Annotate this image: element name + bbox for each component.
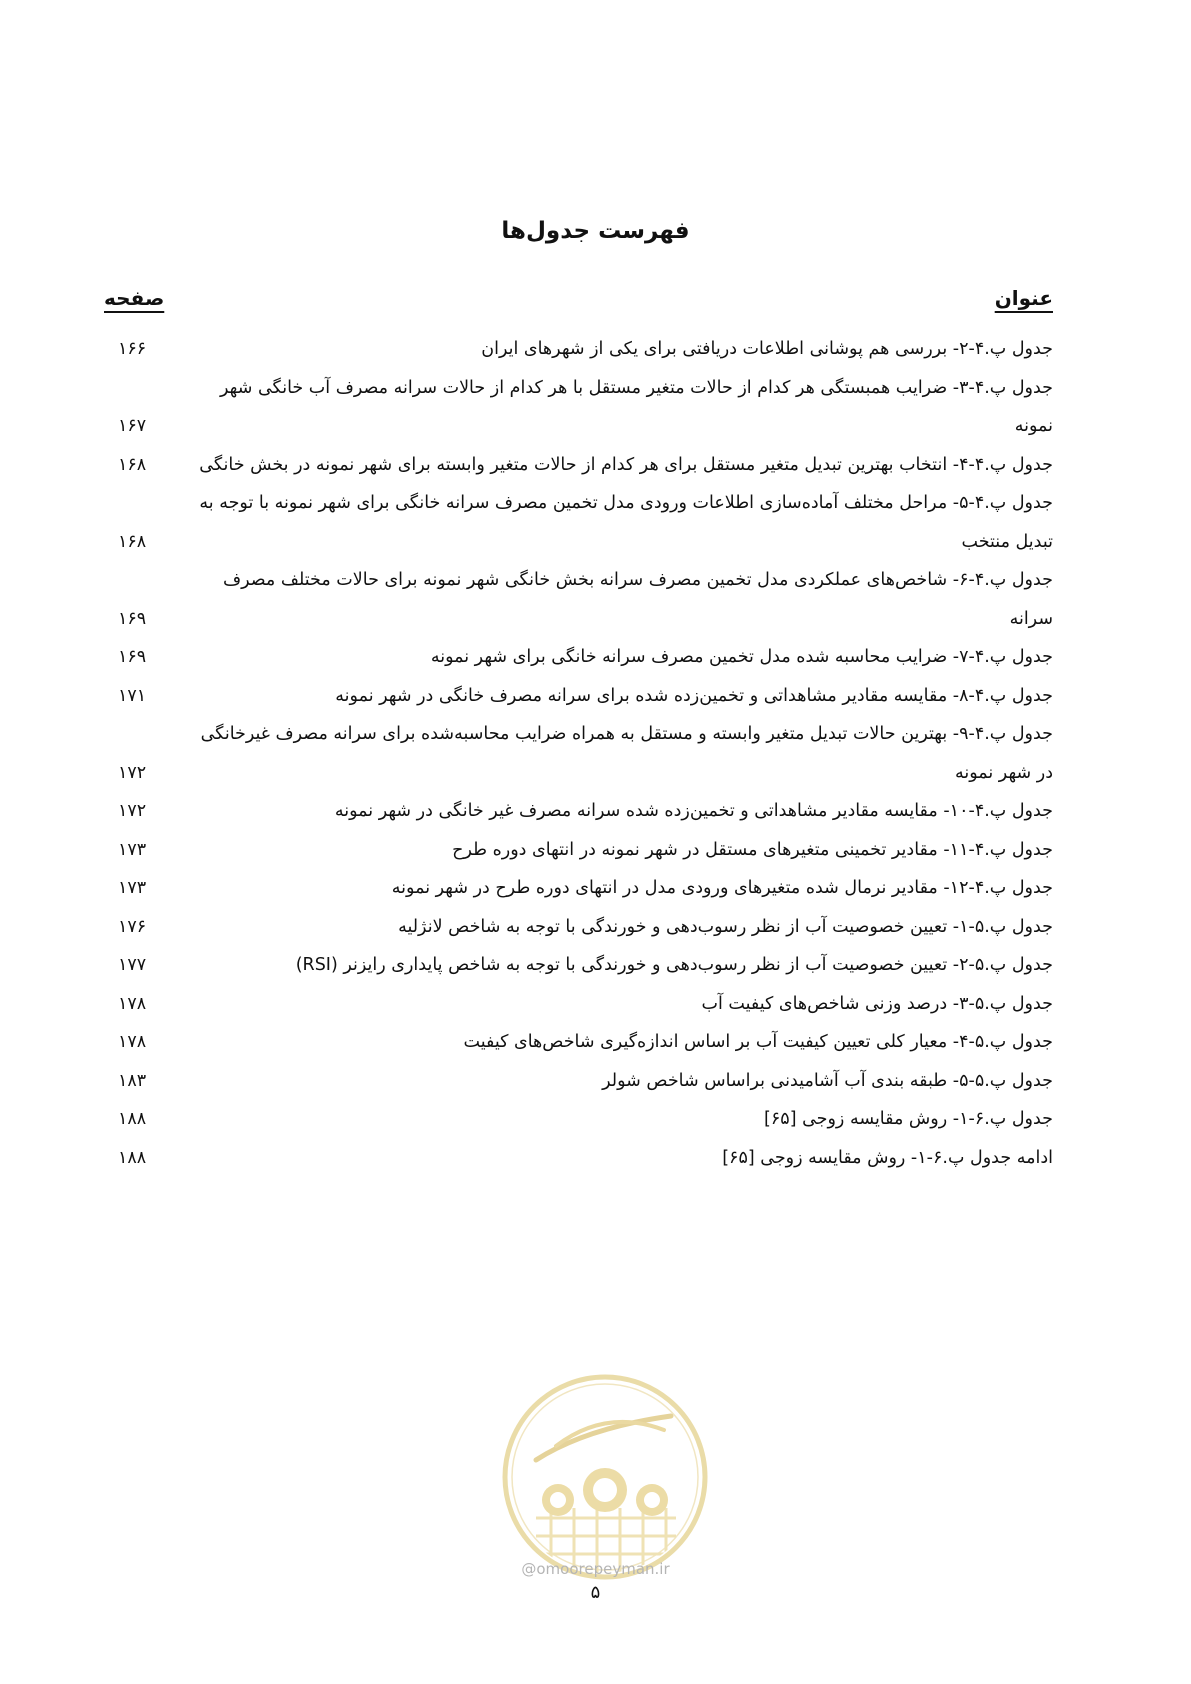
toc-entry-title: جدول پ.۴-۹- بهترین حالات تبدیل متغیر وابسته و مستقل به همراه ضرایب محاسبه‌شده برای سرانه مصرف غیرخانگی در شهر نمونه xyxy=(200,724,1053,783)
toc-entry-title: جدول پ.۵-۳- درصد وزنی شاخص‌های کیفیت آب xyxy=(701,993,1053,1014)
toc-entry-title: جدول پ.۵-۱- تعیین خصوصیت آب از نظر رسوب‌دهی و خورندگی با توجه به شاخص لانژلیه xyxy=(398,916,1053,937)
toc-entry[interactable] xyxy=(104,985,1053,1024)
toc-entry-page-number: ۱۷۲ xyxy=(118,801,147,821)
toc-entry-page-number: ۱۸۸ xyxy=(118,1109,147,1129)
toc-entry-page-number: ۱۷۳ xyxy=(118,839,147,860)
toc-entry-page-number: ۱۶۸ xyxy=(118,454,147,475)
toc-entry[interactable] xyxy=(104,561,1053,638)
page-number: ۵ xyxy=(590,1582,601,1603)
toc-entry-title: جدول پ.۴-۱۱- مقادیر تخمینی متغیرهای مستقل در شهر نمونه در انتهای دوره طرح xyxy=(452,839,1053,860)
toc-entry-title: جدول پ.۴-۱۰- مقایسه مقادیر مشاهداتی و تخمین‌زده شده سرانه مصرف غیر خانگی در شهر نمونه xyxy=(334,801,1053,821)
toc-entry-page-number: ۱۸۸ xyxy=(118,1147,147,1168)
toc-entry-page-number: ۱۷۳ xyxy=(118,878,147,898)
toc-entry[interactable] xyxy=(104,330,1053,369)
toc-entry[interactable] xyxy=(104,831,1053,870)
toc-entry-title: جدول پ.۶-۱- روش مقایسه زوجی [۶۵] xyxy=(764,1109,1053,1129)
toc-entry-page-number: ۱۶۷ xyxy=(118,416,147,436)
watermark-url: @omoorepeyman.ir xyxy=(521,1560,670,1578)
toc-entry-page-number: ۱۷۸ xyxy=(118,993,147,1014)
toc-entry-title: جدول پ.۴-۸- مقایسه مقادیر مشاهداتی و تخمین‌زده شده برای سرانه مصرف خانگی در شهر نمونه xyxy=(335,685,1053,706)
toc-entry[interactable] xyxy=(104,869,1053,908)
toc-entry-title: جدول پ.۵-۲- تعیین خصوصیت آب از نظر رسوب‌دهی و خورندگی با توجه به شاخص پایداری رایزنر (RSI) xyxy=(295,955,1053,975)
toc-entry-title: جدول پ.۴-۵- مراحل مختلف آماده‌سازی اطلاعات ورودی مدل تخمین مصرف سرانه خانگی برای شهر نمونه با توجه به تبدیل منتخب xyxy=(199,493,1053,552)
toc-entry-title: جدول پ.۴-۴- انتخاب بهترین تبدیل متغیر مستقل برای هر کدام از حالات متغیر وابسته برای شهر نمونه در بخش خانگی xyxy=(199,454,1053,475)
toc-entry-title: جدول پ.۴-۱۲- مقادیر نرمال شده متغیرهای ورودی مدل در انتهای دوره طرح در شهر نمونه xyxy=(391,878,1053,898)
toc-entry[interactable] xyxy=(104,1100,1053,1139)
toc-entry[interactable] xyxy=(104,677,1053,716)
toc-entry[interactable] xyxy=(104,484,1053,561)
toc-entry-title: جدول پ.۴-۶- شاخص‌های عملکردی مدل تخمین مصرف سرانه بخش خانگی شهر نمونه برای حالات مختلف مصرف سرانه xyxy=(222,570,1053,629)
toc-entry-title: جدول پ.۴-۳- ضرایب همبستگی هر کدام از حالات متغیر مستقل با هر کدام از حالات سرانه مصرف آب خانگی شهر نمونه xyxy=(220,377,1053,436)
toc-entry-page-number: ۱۸۳ xyxy=(118,1070,147,1091)
toc-entry-page-number: ۱۷۶ xyxy=(118,916,147,937)
toc-entry[interactable] xyxy=(104,1139,1053,1178)
toc-entry-page-number: ۱۷۷ xyxy=(118,955,147,975)
toc-entry[interactable] xyxy=(104,446,1053,485)
toc-entry-page-number: ۱۶۹ xyxy=(118,647,147,667)
toc-entry[interactable] xyxy=(104,1062,1053,1101)
toc-entry-page-number: ۱۶۹ xyxy=(118,608,147,629)
toc-entry-page-number: ۱۶۸ xyxy=(118,531,147,552)
toc-entry[interactable] xyxy=(104,792,1053,831)
toc-entry-page-number: ۱۷۲ xyxy=(118,762,147,783)
toc-entry[interactable] xyxy=(104,369,1053,446)
toc-entry-title: جدول پ.۵-۴- معیار کلی تعیین کیفیت آب بر اساس اندازه‌گیری شاخص‌های کیفیت xyxy=(463,1032,1053,1052)
toc-entry[interactable] xyxy=(104,908,1053,947)
watermark-seal-logo xyxy=(496,1368,714,1586)
toc-entry-page-number: ۱۷۱ xyxy=(118,685,147,706)
column-header-title: عنوان xyxy=(994,286,1053,310)
column-header-page: صفحه xyxy=(104,286,165,310)
toc-entry-title: جدول پ.۴-۲- بررسی هم پوشانی اطلاعات دریافتی برای یکی از شهرهای ایران xyxy=(481,339,1053,359)
toc-entry-title: جدول پ.۵-۵- طبقه بندی آب آشامیدنی براساس شاخص شولر xyxy=(602,1070,1053,1091)
toc-entry-page-number: ۱۷۸ xyxy=(118,1032,147,1052)
table-of-tables-list xyxy=(104,330,1053,1177)
toc-entry-page-number: ۱۶۶ xyxy=(118,339,147,359)
toc-entry[interactable] xyxy=(104,638,1053,677)
toc-entry[interactable] xyxy=(104,946,1053,985)
toc-entry-title: جدول پ.۴-۷- ضرایب محاسبه شده مدل تخمین مصرف سرانه خانگی برای شهر نمونه xyxy=(430,647,1053,667)
page-title: فهرست جدول‌ها xyxy=(501,218,690,244)
toc-entry[interactable] xyxy=(104,1023,1053,1062)
toc-entry-title: ادامه جدول پ.۶-۱- روش مقایسه زوجی [۶۵] xyxy=(722,1147,1053,1168)
toc-entry[interactable] xyxy=(104,715,1053,792)
